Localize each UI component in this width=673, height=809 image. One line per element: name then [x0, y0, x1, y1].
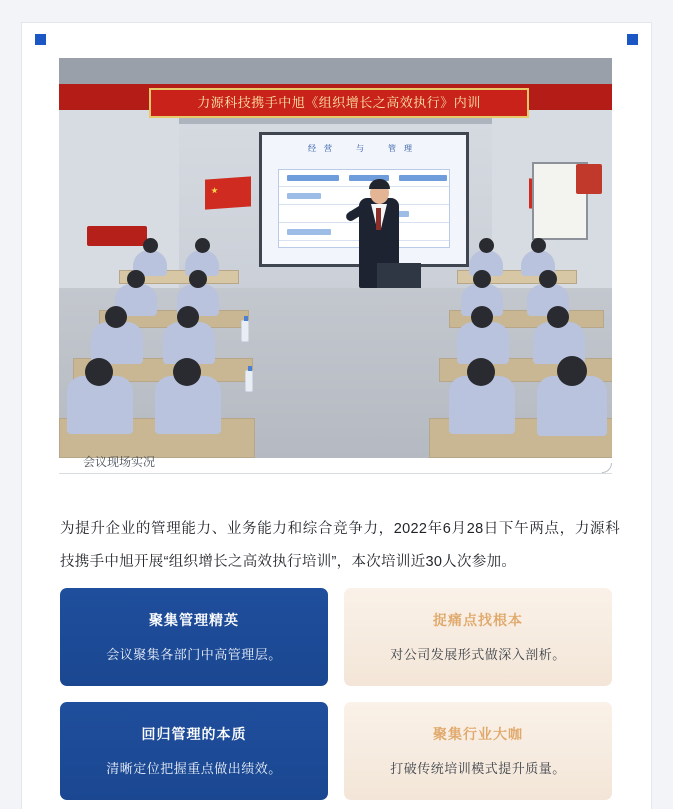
projection-screen-title: 经营 与 管理: [308, 144, 420, 153]
photo-caption-bar: [59, 448, 612, 474]
attendee-head: [471, 306, 493, 328]
highlight-tile-desc: 清晰定位把握重点做出绩效。: [106, 761, 282, 776]
attendee-head: [195, 238, 210, 253]
highlight-tile-title: 聚集管理精英: [149, 612, 239, 628]
article-paragraph: 为提升企业的管理能力、业务能力和综合竞争力，2022年6月28日下午两点，力源科技携手中旭开展“组织增长之高效执行培训”，本次培训近30人次参加。: [60, 520, 620, 570]
highlight-tile-desc: 对公司发展形式做深入剖析。: [390, 647, 566, 662]
highlight-tile-desc: 打破传统培训模式提升质量。: [390, 761, 566, 776]
classroom-scene: [59, 58, 612, 458]
attendee-head: [105, 306, 127, 328]
attendee-head: [467, 358, 495, 386]
highlight-tile-title: 回归管理的本质: [141, 726, 247, 742]
attendee-head: [85, 358, 113, 386]
article-card: [21, 22, 652, 809]
corner-marker-top-right: [627, 34, 638, 45]
attendee-head: [189, 270, 207, 288]
company-logo-sign: [87, 226, 147, 246]
attendee-head: [531, 238, 546, 253]
highlight-tile: [344, 588, 612, 686]
highlight-tile-title: 聚集行业大咖: [433, 726, 523, 742]
highlight-tiles: [60, 588, 612, 800]
attendee-head: [473, 270, 491, 288]
attendee-head: [177, 306, 199, 328]
wall-sign-right: [576, 164, 602, 194]
water-bottle: [241, 320, 249, 342]
attendee-head: [547, 306, 569, 328]
speaker-tie: [376, 208, 381, 230]
water-bottle: [245, 370, 253, 392]
attendee-head: [539, 270, 557, 288]
highlight-tile-desc: 会议聚集各部门中高管理层。: [106, 647, 282, 662]
attendee-head: [173, 358, 201, 386]
scene-wall-panel: [59, 58, 612, 84]
highlight-tile: [344, 702, 612, 800]
corner-marker-top-left: [35, 34, 46, 45]
photo-banner-text: 力源科技携手中旭《组织增长之高效执行》内训: [149, 88, 529, 118]
highlight-tile-title: 捉痛点找根本: [433, 612, 523, 628]
attendee-head: [479, 238, 494, 253]
highlight-tile: [60, 588, 328, 686]
attendee-head: [143, 238, 158, 253]
attendee-head: [557, 356, 587, 386]
event-photo: [59, 58, 612, 458]
corner-fold-icon: [602, 463, 612, 473]
attendee-head: [127, 270, 145, 288]
flag-left-icon: [205, 176, 251, 209]
highlight-tile: [60, 702, 328, 800]
photo-caption: 会议现场实况: [83, 455, 156, 469]
